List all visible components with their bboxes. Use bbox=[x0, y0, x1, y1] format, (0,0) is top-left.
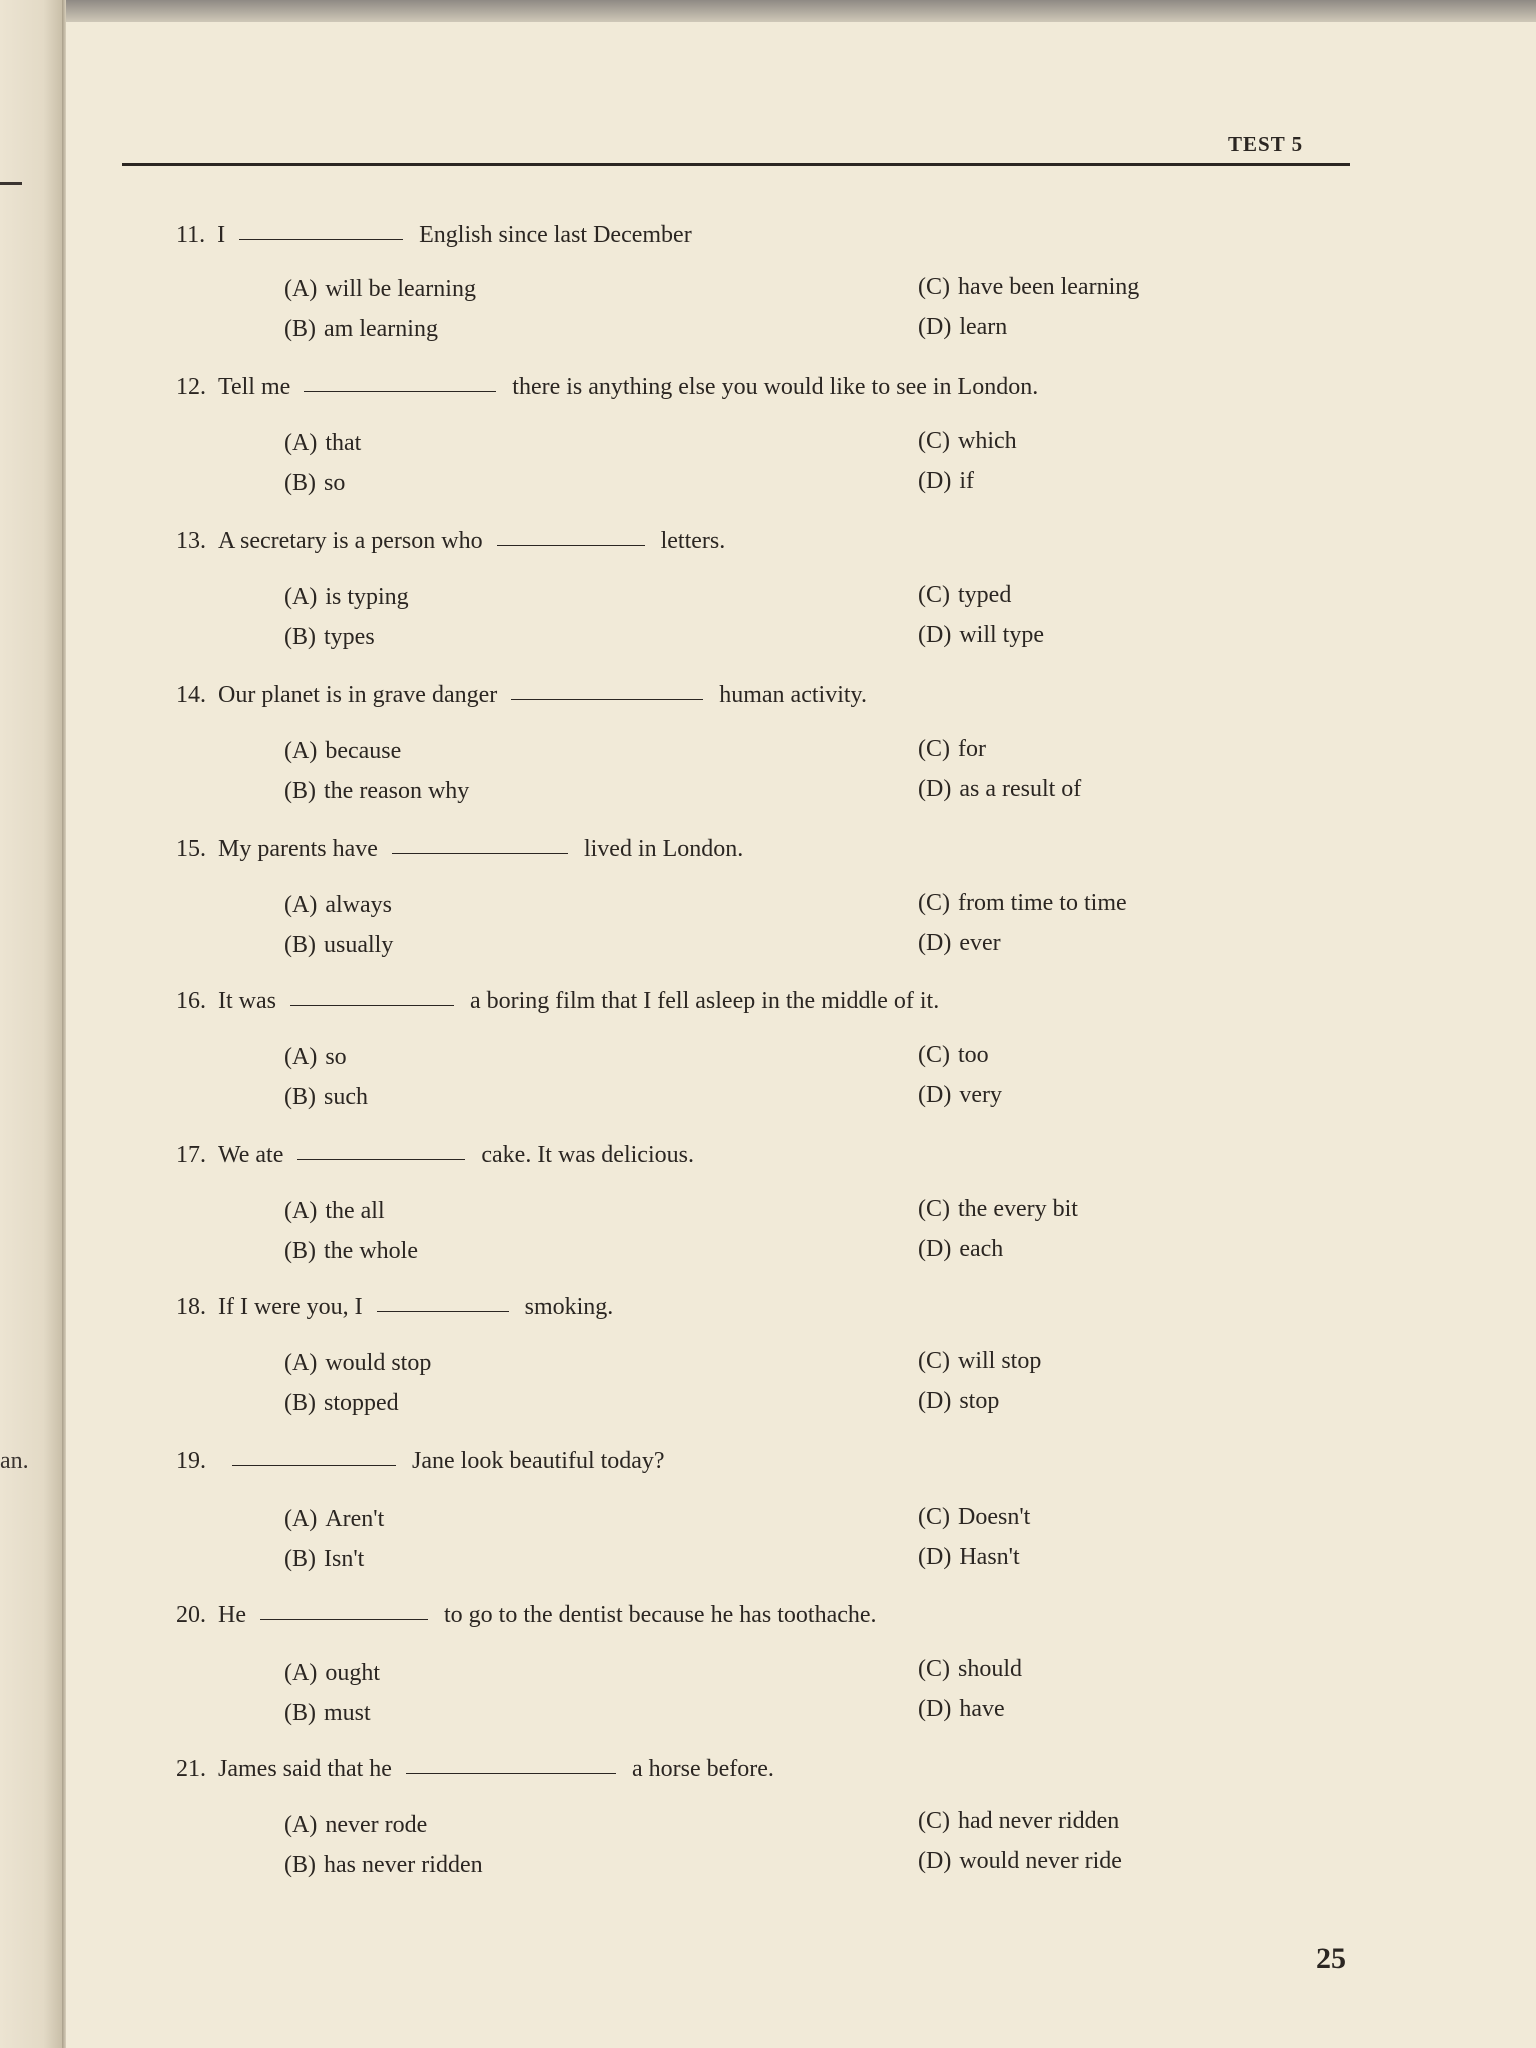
question-text-before: A secretary is a person who bbox=[218, 528, 483, 554]
option-text: ever bbox=[959, 930, 1001, 956]
option-letter: (B) bbox=[284, 1546, 316, 1572]
option-d bbox=[918, 622, 1044, 649]
answer-blank bbox=[290, 1004, 454, 1006]
question-text-after: a horse before. bbox=[631, 1756, 774, 1782]
option-letter: (A) bbox=[284, 276, 318, 302]
option-letter: (B) bbox=[284, 932, 316, 958]
question-text-before: It was bbox=[218, 988, 276, 1014]
answer-blank bbox=[297, 1158, 465, 1160]
scan-edge-top bbox=[0, 0, 1536, 22]
option-c bbox=[918, 582, 1011, 609]
option-text: learn bbox=[959, 314, 1008, 340]
option-text: am learning bbox=[324, 316, 438, 342]
option-letter: (D) bbox=[918, 1236, 952, 1262]
option-b bbox=[284, 778, 469, 805]
option-letter: (C) bbox=[918, 736, 950, 762]
option-letter: (B) bbox=[284, 470, 316, 496]
question-text-after: lived in London. bbox=[583, 836, 744, 862]
option-text: stopped bbox=[324, 1390, 399, 1416]
question-number: 19. bbox=[176, 1448, 206, 1474]
test-label: TEST 5 bbox=[1228, 132, 1304, 156]
question-text-before: We ate bbox=[218, 1142, 284, 1168]
question-text-after: letters. bbox=[660, 528, 726, 554]
option-text: each bbox=[959, 1236, 1004, 1262]
question-17 bbox=[176, 1142, 694, 1169]
question-number: 15. bbox=[176, 836, 206, 862]
option-letter: (A) bbox=[284, 584, 318, 610]
answer-blank bbox=[239, 238, 403, 240]
option-letter: (B) bbox=[284, 1238, 316, 1264]
question-21 bbox=[176, 1756, 774, 1783]
option-letter: (C) bbox=[918, 890, 950, 916]
option-text: Aren't bbox=[325, 1506, 385, 1532]
question-text-before: Tell me bbox=[218, 374, 291, 400]
option-a bbox=[284, 1506, 384, 1533]
option-letter: (A) bbox=[284, 1350, 318, 1376]
option-text: the every bit bbox=[958, 1196, 1078, 1222]
option-b bbox=[284, 1390, 399, 1417]
option-letter: (C) bbox=[918, 1042, 950, 1068]
option-d bbox=[918, 468, 974, 495]
option-a bbox=[284, 1350, 431, 1377]
option-text: so bbox=[325, 1044, 347, 1070]
option-letter: (C) bbox=[918, 1348, 950, 1374]
option-a bbox=[284, 1198, 385, 1225]
option-letter: (D) bbox=[918, 1388, 952, 1414]
option-d bbox=[918, 1848, 1122, 1875]
left-page-mark bbox=[0, 182, 22, 185]
option-text: too bbox=[958, 1042, 989, 1068]
option-letter: (A) bbox=[284, 738, 318, 764]
option-b bbox=[284, 1084, 368, 1111]
option-text: such bbox=[324, 1084, 368, 1110]
question-text-after: human activity. bbox=[719, 682, 867, 708]
option-text: typed bbox=[958, 582, 1012, 608]
option-c bbox=[918, 274, 1139, 301]
option-text: very bbox=[959, 1082, 1002, 1108]
question-text-after: English since last December bbox=[419, 222, 692, 248]
option-c bbox=[918, 428, 1017, 455]
option-text: had never ridden bbox=[958, 1808, 1120, 1834]
option-c bbox=[918, 1348, 1041, 1375]
option-a bbox=[284, 738, 401, 765]
option-text: types bbox=[324, 624, 375, 650]
question-text-before: I bbox=[217, 222, 226, 248]
left-page-edge bbox=[0, 0, 62, 2048]
option-text: the reason why bbox=[324, 778, 470, 804]
option-a bbox=[284, 430, 361, 457]
option-text: will be learning bbox=[325, 276, 476, 302]
question-20 bbox=[176, 1602, 877, 1629]
option-b bbox=[284, 624, 375, 651]
option-letter: (B) bbox=[284, 1390, 316, 1416]
option-text: stop bbox=[959, 1388, 1000, 1414]
question-number: 12. bbox=[176, 374, 206, 400]
option-letter: (B) bbox=[284, 1852, 316, 1878]
option-letter: (C) bbox=[918, 1808, 950, 1834]
answer-blank bbox=[377, 1310, 509, 1312]
option-text: have been learning bbox=[958, 274, 1140, 300]
question-text-after: a boring film that I fell asleep in the middle of it. bbox=[469, 988, 940, 1014]
option-text: would stop bbox=[325, 1350, 432, 1376]
option-text: Hasn't bbox=[959, 1544, 1020, 1570]
question-text-before: Our planet is in grave danger bbox=[218, 682, 498, 708]
option-text: will stop bbox=[958, 1348, 1042, 1374]
option-letter: (D) bbox=[918, 1082, 952, 1108]
question-11 bbox=[176, 222, 692, 249]
option-text: for bbox=[958, 736, 986, 762]
option-b bbox=[284, 316, 438, 343]
option-text: has never ridden bbox=[324, 1852, 483, 1878]
option-letter: (B) bbox=[284, 624, 316, 650]
question-16 bbox=[176, 988, 939, 1015]
option-text: ought bbox=[325, 1660, 380, 1686]
option-b bbox=[284, 1852, 483, 1879]
option-letter: (C) bbox=[918, 1656, 950, 1682]
option-a bbox=[284, 584, 409, 611]
question-number: 11. bbox=[176, 222, 206, 248]
header-rule bbox=[122, 163, 1350, 166]
option-letter: (D) bbox=[918, 622, 952, 648]
option-c bbox=[918, 1656, 1022, 1683]
option-text: the whole bbox=[324, 1238, 418, 1264]
question-text-after: smoking. bbox=[524, 1294, 614, 1320]
option-letter: (D) bbox=[918, 930, 952, 956]
option-b bbox=[284, 1700, 371, 1727]
option-letter: (D) bbox=[918, 314, 952, 340]
question-text-before: If I were you, I bbox=[218, 1294, 363, 1320]
option-letter: (A) bbox=[284, 1506, 318, 1532]
question-text-after: cake. It was delicious. bbox=[481, 1142, 694, 1168]
option-c bbox=[918, 890, 1127, 917]
option-text: the all bbox=[325, 1198, 385, 1224]
page-number: 25 bbox=[1316, 1942, 1346, 1975]
option-text: because bbox=[325, 738, 402, 764]
option-d bbox=[918, 930, 1001, 957]
option-letter: (C) bbox=[918, 428, 950, 454]
option-letter: (B) bbox=[284, 316, 316, 342]
question-18 bbox=[176, 1294, 613, 1321]
option-letter: (C) bbox=[918, 1196, 950, 1222]
option-text: if bbox=[959, 468, 974, 494]
answer-blank bbox=[304, 390, 496, 392]
option-c bbox=[918, 1808, 1119, 1835]
option-letter: (C) bbox=[918, 582, 950, 608]
option-text: should bbox=[958, 1656, 1023, 1682]
option-letter: (B) bbox=[284, 1700, 316, 1726]
option-text: will type bbox=[959, 622, 1044, 648]
question-13 bbox=[176, 528, 725, 555]
option-a bbox=[284, 892, 392, 919]
option-b bbox=[284, 932, 393, 959]
question-text-after: there is anything else you would like to see in London. bbox=[512, 374, 1039, 400]
option-letter: (A) bbox=[284, 1044, 318, 1070]
option-c bbox=[918, 1504, 1030, 1531]
option-letter: (A) bbox=[284, 1812, 318, 1838]
answer-blank bbox=[511, 698, 703, 700]
option-d bbox=[918, 1388, 999, 1415]
option-letter: (D) bbox=[918, 1544, 952, 1570]
option-text: Isn't bbox=[324, 1546, 365, 1572]
option-text: from time to time bbox=[958, 890, 1127, 916]
option-text: that bbox=[325, 430, 362, 456]
option-letter: (C) bbox=[918, 1504, 950, 1530]
question-number: 18. bbox=[176, 1294, 206, 1320]
option-text: which bbox=[958, 428, 1017, 454]
question-number: 20. bbox=[176, 1602, 206, 1628]
option-a bbox=[284, 1812, 427, 1839]
option-d bbox=[918, 1082, 1002, 1109]
option-text: usually bbox=[324, 932, 394, 958]
left-page-fragment: an. bbox=[0, 1448, 29, 1474]
option-text: have bbox=[959, 1696, 1005, 1722]
question-number: 16. bbox=[176, 988, 206, 1014]
question-text-before: My parents have bbox=[218, 836, 378, 862]
option-d bbox=[918, 314, 1007, 341]
question-number: 21. bbox=[176, 1756, 206, 1782]
option-letter: (D) bbox=[918, 776, 952, 802]
option-letter: (C) bbox=[918, 274, 950, 300]
question-14 bbox=[176, 682, 867, 709]
option-b bbox=[284, 470, 345, 497]
question-15 bbox=[176, 836, 743, 863]
option-d bbox=[918, 1236, 1003, 1263]
answer-blank bbox=[260, 1618, 428, 1620]
question-text-before: He bbox=[218, 1602, 246, 1628]
answer-blank bbox=[497, 544, 645, 546]
option-c bbox=[918, 1042, 989, 1069]
option-letter: (D) bbox=[918, 1848, 952, 1874]
option-d bbox=[918, 1544, 1020, 1571]
option-b bbox=[284, 1238, 418, 1265]
option-text: is typing bbox=[325, 584, 409, 610]
option-b bbox=[284, 1546, 364, 1573]
option-text: always bbox=[325, 892, 392, 918]
option-text: so bbox=[324, 470, 346, 496]
option-a bbox=[284, 1044, 347, 1071]
question-text-after: to go to the dentist because he has toothache. bbox=[443, 1602, 877, 1628]
question-text-after: Jane look beautiful today? bbox=[412, 1448, 665, 1474]
answer-blank bbox=[392, 852, 568, 854]
option-letter: (B) bbox=[284, 778, 316, 804]
question-text-before: James said that he bbox=[218, 1756, 392, 1782]
option-d bbox=[918, 1696, 1005, 1723]
question-number: 14. bbox=[176, 682, 206, 708]
answer-blank bbox=[232, 1464, 396, 1466]
option-letter: (A) bbox=[284, 1198, 318, 1224]
option-a bbox=[284, 276, 476, 303]
option-text: Doesn't bbox=[958, 1504, 1031, 1530]
option-a bbox=[284, 1660, 380, 1687]
question-12 bbox=[176, 374, 1038, 401]
option-letter: (A) bbox=[284, 430, 318, 456]
option-text: must bbox=[324, 1700, 371, 1726]
question-number: 17. bbox=[176, 1142, 206, 1168]
option-c bbox=[918, 736, 986, 763]
option-text: would never ride bbox=[959, 1848, 1122, 1874]
option-text: never rode bbox=[325, 1812, 428, 1838]
option-letter: (A) bbox=[284, 892, 318, 918]
option-letter: (A) bbox=[284, 1660, 318, 1686]
option-letter: (D) bbox=[918, 1696, 952, 1722]
answer-blank bbox=[406, 1772, 616, 1774]
question-number: 13. bbox=[176, 528, 206, 554]
option-letter: (B) bbox=[284, 1084, 316, 1110]
option-d bbox=[918, 776, 1081, 803]
option-c bbox=[918, 1196, 1078, 1223]
option-letter: (D) bbox=[918, 468, 952, 494]
question-19 bbox=[176, 1448, 665, 1475]
option-text: as a result of bbox=[959, 776, 1082, 802]
